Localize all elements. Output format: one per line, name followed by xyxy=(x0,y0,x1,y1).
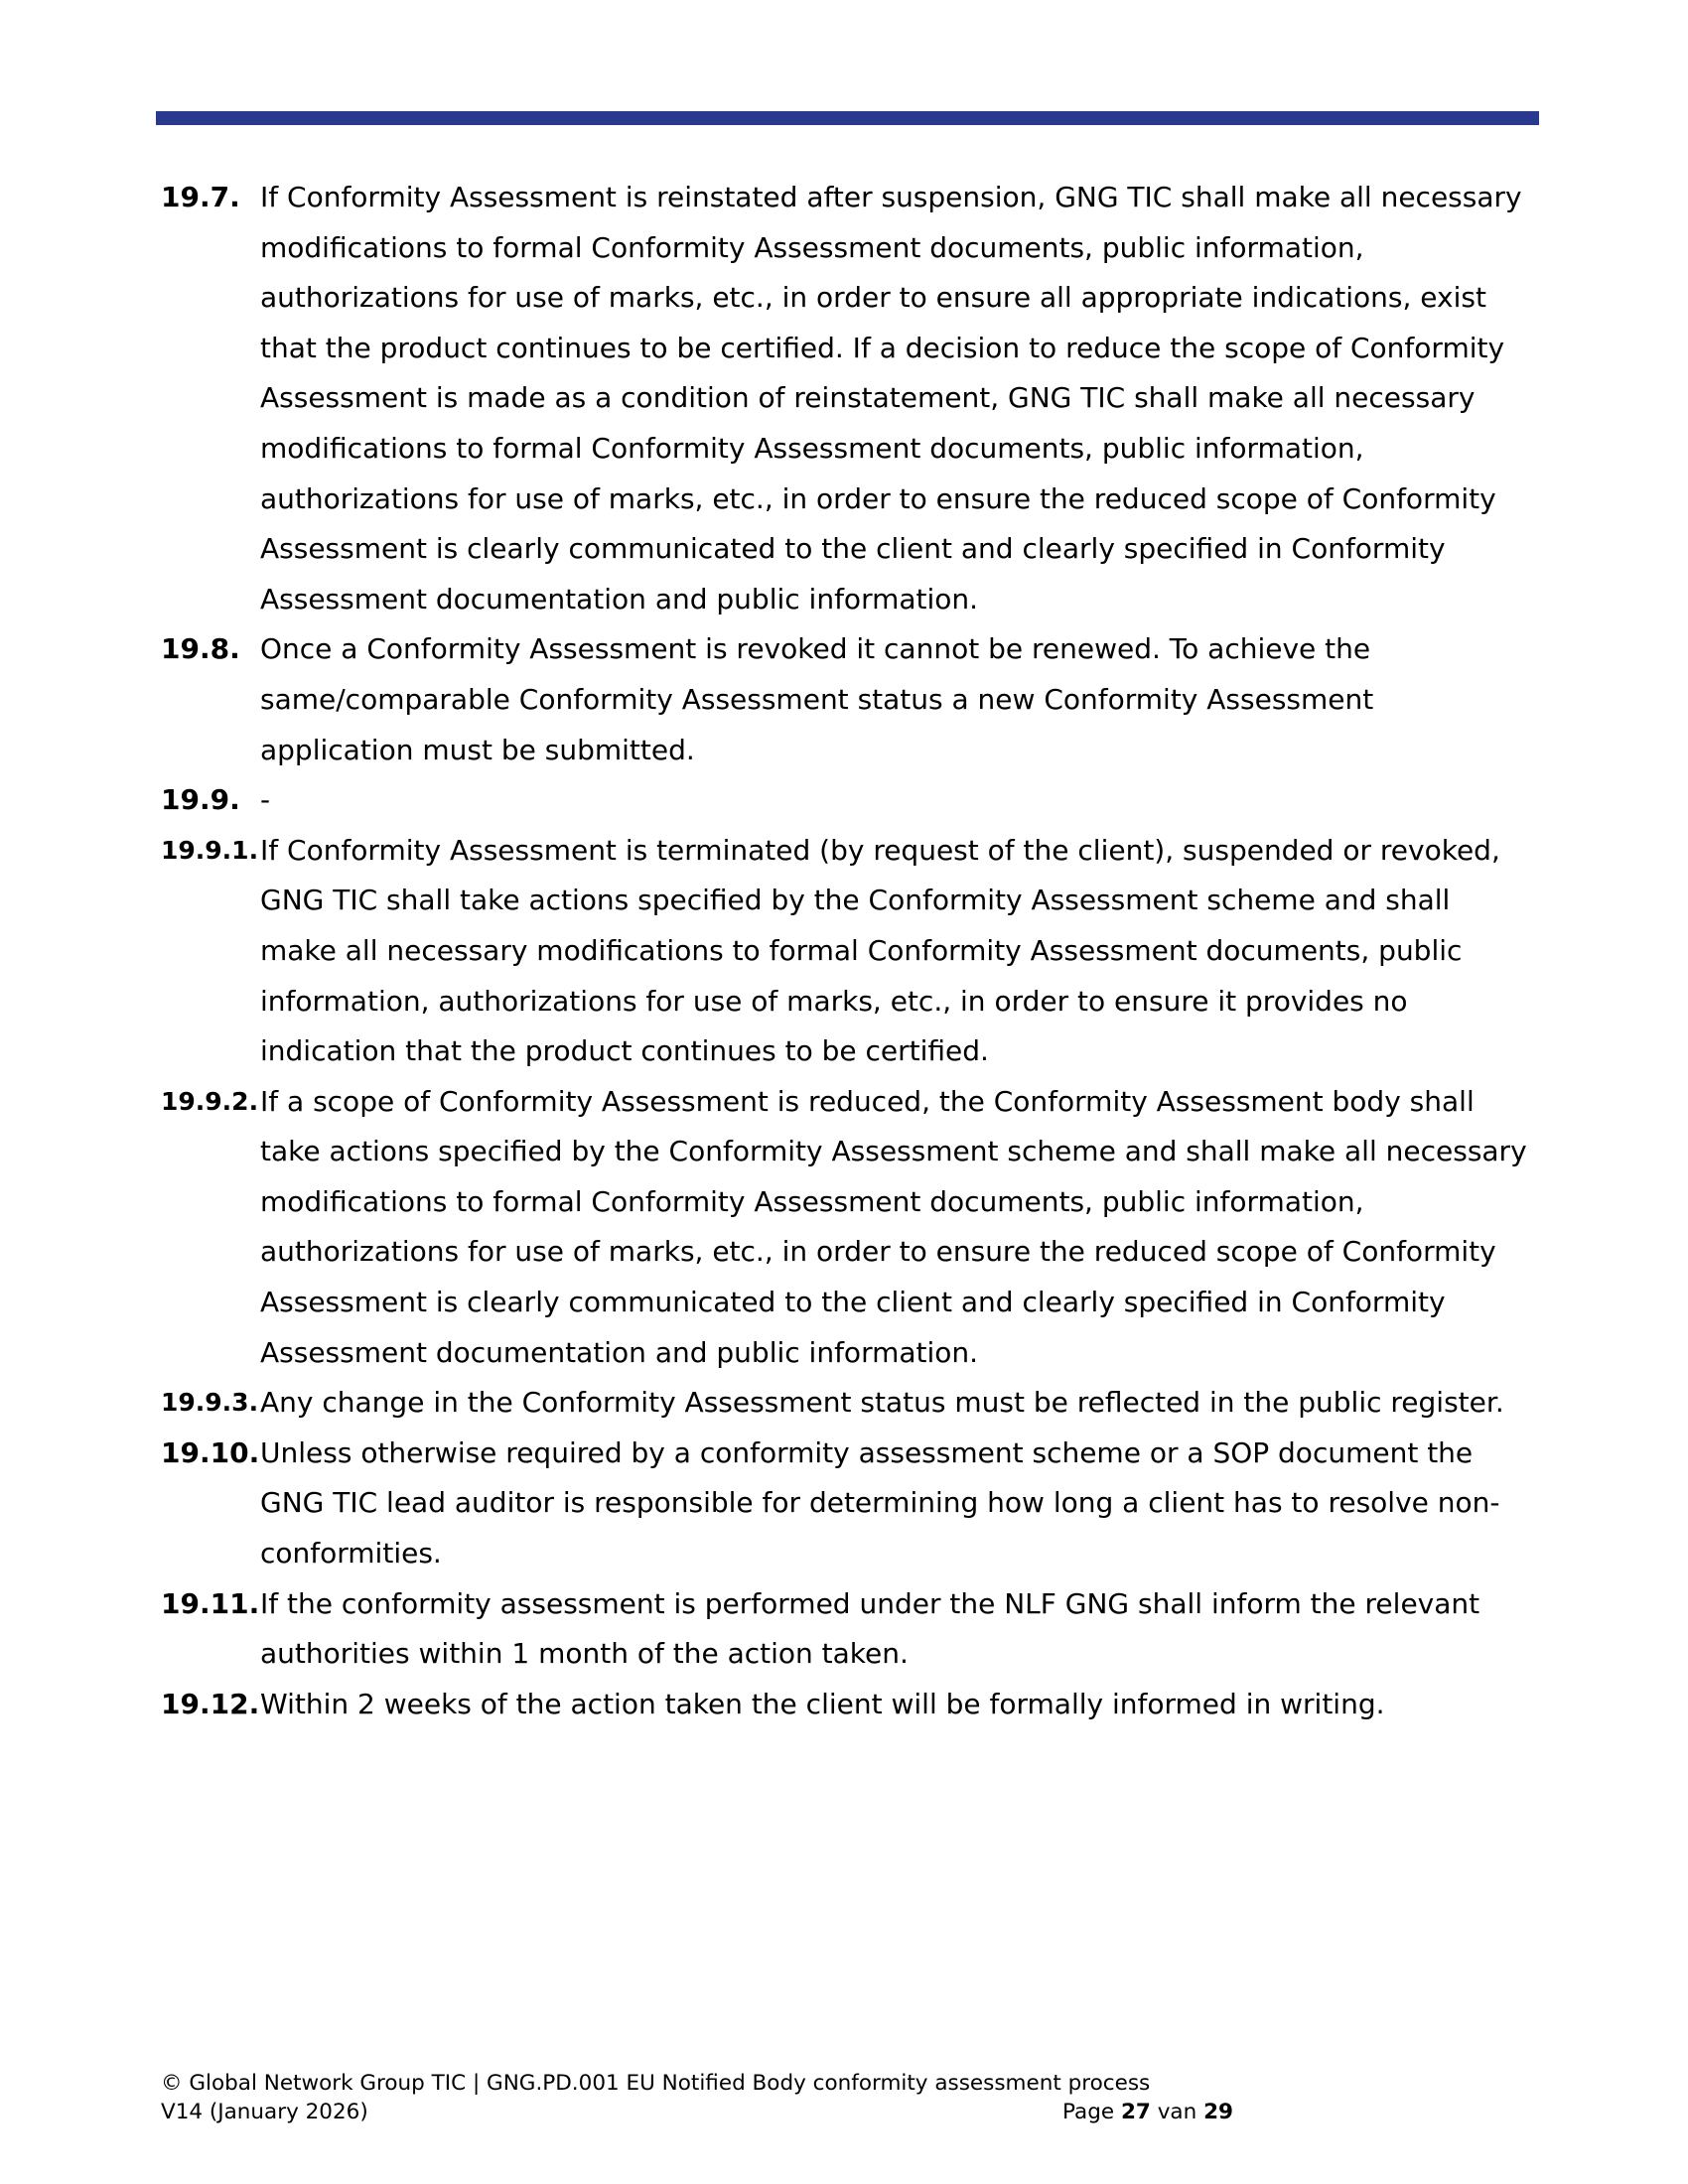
page-separator: van xyxy=(1157,2100,1197,2124)
page-current: 27 xyxy=(1120,2100,1151,2124)
footer-version: V14 (January 2026) xyxy=(161,2100,368,2124)
clause-19-9 xyxy=(161,775,1546,826)
clause-number: 19.9.2. xyxy=(161,1086,259,1116)
document-body xyxy=(161,173,1546,1729)
page-number xyxy=(1062,2098,1233,2126)
clause-number: 19.9. xyxy=(161,783,240,817)
clause-19-10 xyxy=(161,1429,1546,1579)
clause-number: 19.10. xyxy=(161,1435,260,1469)
clause-text: If Conformity Assessment is reinstated after suspension, GNG TIC shall make all necessary modifications to formal Conformity Assessment documents, public information, authorizations for use of marks, etc., in order to ensure all appropriate indications, exist that the product continues to be certified. If a decision to reduce the scope of Conformity Assessment is made as a condition of reinstatement, GNG TIC shall make all necessary modifications to formal Conformity Assessment documents, public information, authorizations for use of marks, etc., in order to ensure the reduced scope of Conformity Assessment is clearly communicated to the client and clearly specified in Conformity Assessment documentation and public information. xyxy=(260,181,1522,615)
clause-19-9-1 xyxy=(161,826,1546,1077)
clause-19-11 xyxy=(161,1579,1546,1680)
clause-text: Within 2 weeks of the action taken the client will be formally informed in writing. xyxy=(260,1687,1385,1720)
clause-19-12 xyxy=(161,1680,1546,1730)
clause-19-7 xyxy=(161,173,1546,624)
clause-number: 19.8. xyxy=(161,632,240,666)
clause-number: 19.11. xyxy=(161,1586,260,1620)
clause-text: If the conformity assessment is performed under the NLF GNG shall inform the relevant authorities within 1 month of the action taken. xyxy=(260,1586,1480,1671)
header-rule xyxy=(156,111,1539,125)
clause-text: If a scope of Conformity Assessment is reduced, the Conformity Assessment body shall take actions specified by the Conformity Assessment scheme and shall make all necessary modifications to formal Conformity Assessment documents, public information, authorizations for use of marks, etc., in order to ensure the reduced scope of Conformity Assessment is clearly communicated to the client and clearly specified in Conformity Assessment documentation and public information. xyxy=(260,1084,1527,1369)
clause-19-9-3 xyxy=(161,1378,1546,1429)
clause-number: 19.7. xyxy=(161,181,240,213)
clause-number: 19.9.3. xyxy=(161,1388,259,1418)
footer-version-row xyxy=(161,2098,1233,2126)
clause-text: - xyxy=(260,783,271,817)
clause-19-8 xyxy=(161,624,1546,775)
clause-text: Any change in the Conformity Assessment status must be reflected in the public register. xyxy=(260,1386,1504,1420)
page-word: Page xyxy=(1062,2100,1115,2124)
clause-number: 19.9.1. xyxy=(161,835,259,865)
clause-text: Unless otherwise required by a conformity assessment scheme or a SOP document the GNG TIC lead auditor is responsible for determining how long a client has to resolve non- conformities. xyxy=(260,1435,1500,1570)
clause-text: If Conformity Assessment is terminated (by request of the client), suspended or revoked, GNG TIC shall take actions specified by the Conformity Assessment scheme and shall make all necessary modifications to formal Conformity Assessment documents, public information, authorizations for use of marks, etc., in order to ensure it provides no indication that the product continues to be certified. xyxy=(260,833,1500,1068)
clause-text: Once a Conformity Assessment is revoked it cannot be renewed. To achieve the same/comparable Conformity Assessment status a new Conformity Assessment application must be submitted. xyxy=(260,632,1374,766)
clause-19-9-2 xyxy=(161,1077,1546,1379)
clause-number: 19.12. xyxy=(161,1687,260,1720)
footer-copyright: © Global Network Group TIC | GNG.PD.001 EU Notified Body conformity assessment process xyxy=(161,2071,1151,2096)
page-footer xyxy=(161,2069,1233,2126)
page-total: 29 xyxy=(1203,2100,1233,2124)
